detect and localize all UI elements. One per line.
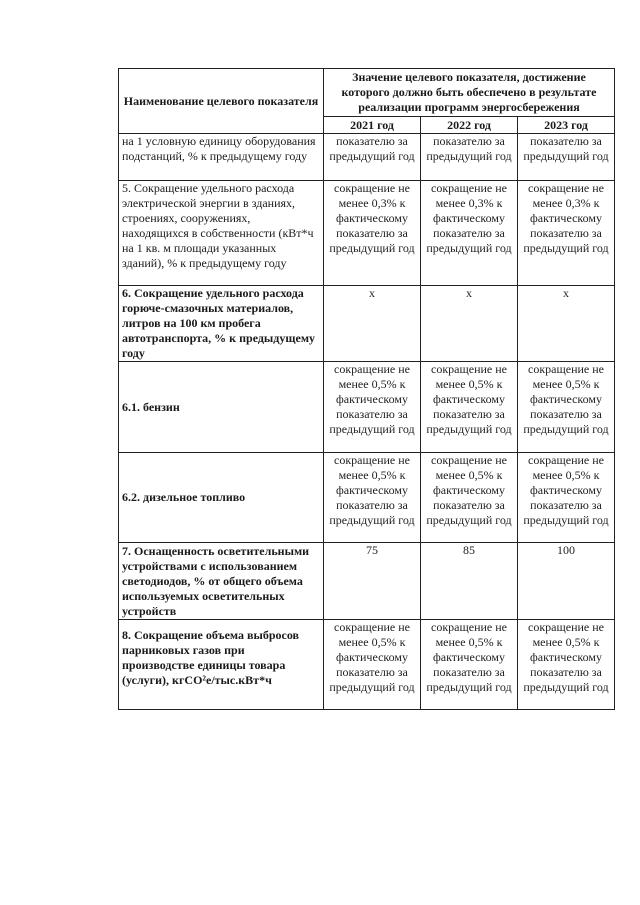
- row-value-2022: x: [421, 286, 518, 362]
- row-value-2022: 85: [421, 543, 518, 620]
- row-value-2023: показателю за предыдущий год: [518, 134, 615, 181]
- row-value-2022: сокращение не менее 0,5% к фактическому показателю за предыдущий год: [421, 453, 518, 543]
- row-value-2023: сокращение не менее 0,5% к фактическому показателю за предыдущий год: [518, 620, 615, 710]
- row-name: 6.2. дизельное топливо: [119, 453, 324, 543]
- row-value-2021: сокращение не менее 0,5% к фактическому показателю за предыдущий год: [324, 620, 421, 710]
- header-indicator-name: Наименование целевого показателя: [119, 69, 324, 134]
- row-name: 6. Сокращение удельного расхода горюче-смазочных материалов, литров на 100 км пробега автотранспорта, % к предыдущему году: [119, 286, 324, 362]
- row-name: 6.1. бензин: [119, 362, 324, 453]
- row-value-2022: показателю за предыдущий год: [421, 134, 518, 181]
- row-value-2021: показателю за предыдущий год: [324, 134, 421, 181]
- row-name: 8. Сокращение объема выбросов парниковых газов при производстве единицы товара (услуги), кгCO²е/тыс.кВт*ч: [119, 620, 324, 710]
- row-value-2023: сокращение не менее 0,5% к фактическому показателю за предыдущий год: [518, 453, 615, 543]
- header-year-2022: 2022 год: [421, 117, 518, 134]
- row-value-2023: сокращение не менее 0,3% к фактическому показателю за предыдущий год: [518, 181, 615, 286]
- target-indicators-table: [118, 68, 615, 710]
- header-year-2021: 2021 год: [324, 117, 421, 134]
- table-row: [119, 286, 615, 362]
- row-value-2023: x: [518, 286, 615, 362]
- row-value-2023: сокращение не менее 0,5% к фактическому показателю за предыдущий год: [518, 362, 615, 453]
- row-value-2022: сокращение не менее 0,5% к фактическому показателю за предыдущий год: [421, 362, 518, 453]
- header-indicator-value: Значение целевого показателя, достижение которого должно быть обеспечено в результате реализации программ энергосбережения: [324, 69, 615, 117]
- table-row: [119, 620, 615, 710]
- row-value-2021: x: [324, 286, 421, 362]
- table-row: [119, 453, 615, 543]
- row-value-2022: сокращение не менее 0,3% к фактическому показателю за предыдущий год: [421, 181, 518, 286]
- table-row: [119, 181, 615, 286]
- header-row: [119, 69, 615, 117]
- table-row: [119, 134, 615, 181]
- table-row: [119, 362, 615, 453]
- row-value-2022: сокращение не менее 0,5% к фактическому показателю за предыдущий год: [421, 620, 518, 710]
- row-value-2021: 75: [324, 543, 421, 620]
- row-value-2021: сокращение не менее 0,5% к фактическому показателю за предыдущий год: [324, 453, 421, 543]
- row-value-2021: сокращение не менее 0,3% к фактическому показателю за предыдущий год: [324, 181, 421, 286]
- row-name: 7. Оснащенность осветительными устройствами с использованием светодиодов, % от общего объема используемых осветительных устройств: [119, 543, 324, 620]
- row-name: 5. Сокращение удельного расхода электрической энергии в зданиях, строениях, сооружениях, находящихся в собственности (кВт*ч на 1 кв. м площади указанных зданий), % к предыдущему году: [119, 181, 324, 286]
- row-name: на 1 условную единицу оборудования подстанций, % к предыдущему году: [119, 134, 324, 181]
- header-year-2023: 2023 год: [518, 117, 615, 134]
- row-value-2023: 100: [518, 543, 615, 620]
- table-row: [119, 543, 615, 620]
- row-value-2021: сокращение не менее 0,5% к фактическому показателю за предыдущий год: [324, 362, 421, 453]
